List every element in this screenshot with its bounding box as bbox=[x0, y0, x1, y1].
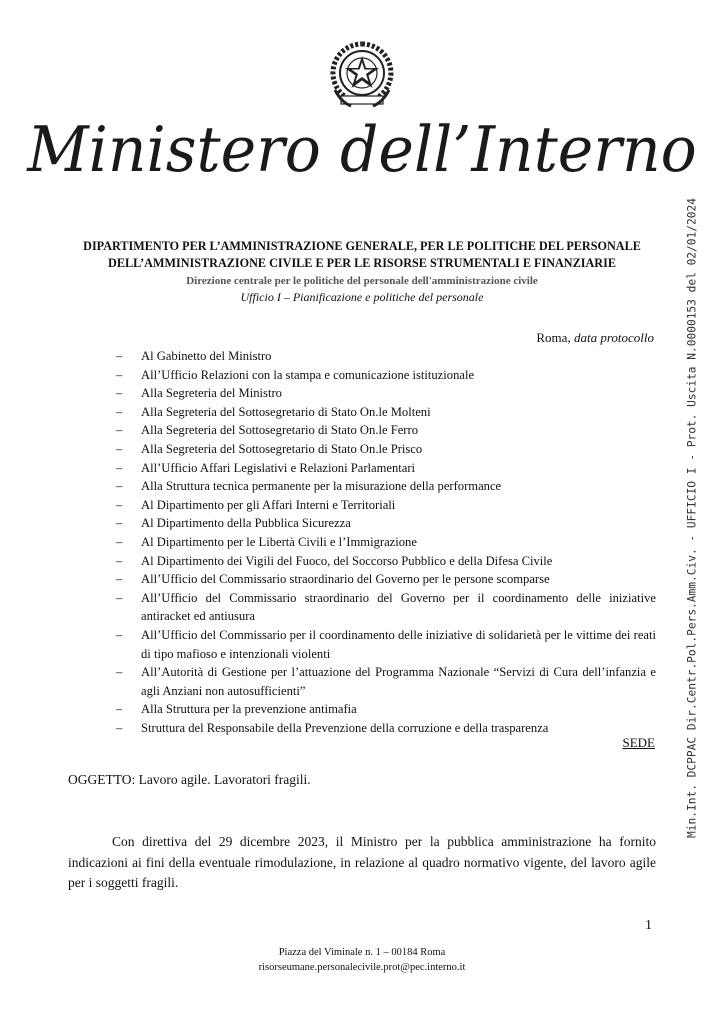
footer bbox=[0, 945, 724, 975]
recipient-text: Al Dipartimento dei Vigili del Fuoco, del Soccorso Pubblico e della Difesa Civile bbox=[141, 553, 553, 568]
recipient-item bbox=[116, 440, 656, 459]
repubblica-italiana-emblem-icon bbox=[329, 40, 395, 112]
dash-bullet: – bbox=[116, 423, 123, 438]
recipient-item bbox=[116, 366, 656, 385]
recipient-text: All’Ufficio del Commissario straordinario del Governo per il coordinamento delle iniziative antiracket ed antiusura bbox=[141, 590, 656, 624]
dash-bullet: – bbox=[116, 386, 123, 401]
protocol-stamp-text: Min.Int. DCPPAC Dir.Centr.Pol.Pers.Amm.Civ. - UFFICIO I - Prot. Uscita N.0000153 del 02/01/2024 bbox=[685, 198, 699, 838]
ministry-name: Ministero dell’Interno bbox=[27, 113, 697, 187]
place-date bbox=[536, 330, 654, 346]
recipient-item bbox=[116, 719, 656, 738]
dash-bullet: – bbox=[116, 441, 123, 456]
recipient-item bbox=[116, 570, 656, 589]
dash-bullet: – bbox=[116, 367, 123, 382]
recipient-item bbox=[116, 552, 656, 571]
dash-bullet: – bbox=[116, 460, 123, 475]
recipient-text: Al Dipartimento per gli Affari Interni e Territoriali bbox=[141, 497, 396, 512]
recipient-text: All’Ufficio Affari Legislativi e Relazioni Parlamentari bbox=[141, 460, 416, 475]
recipient-item bbox=[116, 533, 656, 552]
sede-label: SEDE bbox=[622, 735, 655, 750]
recipient-text: All’Ufficio Relazioni con la stampa e comunicazione istituzionale bbox=[141, 367, 475, 382]
recipient-item bbox=[116, 514, 656, 533]
dash-bullet: – bbox=[116, 349, 123, 363]
dash-bullet: – bbox=[116, 627, 123, 642]
recipient-item bbox=[116, 459, 656, 478]
dash-bullet: – bbox=[116, 665, 123, 680]
subject-line: OGGETTO: Lavoro agile. Lavoratori fragili. bbox=[68, 772, 311, 787]
dash-bullet: – bbox=[116, 497, 123, 512]
dash-bullet: – bbox=[116, 534, 123, 549]
recipient-text: Alla Segreteria del Sottosegretario di Stato On.le Molteni bbox=[141, 404, 431, 419]
department-heading bbox=[40, 238, 684, 272]
recipient-text: Al Dipartimento della Pubblica Sicurezza bbox=[141, 516, 351, 531]
dash-bullet: – bbox=[116, 404, 123, 419]
recipient-item bbox=[116, 403, 656, 422]
recipient-text: All’Ufficio del Commissario per il coordinamento delle iniziative di solidarietà per le vittime dei reati di tipo mafioso e intenzionali violenti bbox=[141, 627, 656, 661]
page-number: 1 bbox=[645, 918, 652, 933]
recipient-item bbox=[116, 496, 656, 515]
recipient-item bbox=[116, 589, 656, 626]
recipient-item bbox=[116, 626, 656, 663]
footer-address: Piazza del Viminale n. 1 – 00184 Roma bbox=[278, 947, 446, 958]
dash-bullet: – bbox=[116, 516, 123, 531]
dash-bullet: – bbox=[116, 572, 123, 587]
recipient-text: Alla Segreteria del Sottosegretario di Stato On.le Prisco bbox=[141, 441, 423, 456]
recipient-text: Struttura del Responsabile della Prevenzione della corruzione e della trasparenza bbox=[141, 720, 549, 735]
recipient-text: Alla Struttura tecnica permanente per la misurazione della performance bbox=[141, 479, 502, 494]
dash-bullet: – bbox=[116, 590, 123, 605]
recipient-text: All’Ufficio del Commissario straordinario del Governo per le persone scomparse bbox=[141, 572, 550, 587]
dash-bullet: – bbox=[116, 479, 123, 494]
recipients-list bbox=[116, 347, 656, 737]
recipient-text: Alla Segreteria del Ministro bbox=[141, 386, 282, 401]
recipient-text: Al Dipartimento per le Libertà Civili e l’Immigrazione bbox=[141, 534, 417, 549]
department-line-2: DELL’AMMINISTRAZIONE CIVILE E PER LE RISORSE STRUMENTALI E FINANZIARIE bbox=[108, 256, 616, 270]
recipient-text: Al Gabinetto del Ministro bbox=[141, 349, 272, 363]
recipient-item bbox=[116, 347, 656, 366]
recipient-item bbox=[116, 421, 656, 440]
recipient-item bbox=[116, 477, 656, 496]
recipient-item bbox=[116, 663, 656, 700]
recipient-text: Alla Segreteria del Sottosegretario di Stato On.le Ferro bbox=[141, 423, 418, 438]
recipient-item bbox=[116, 384, 656, 403]
department-line-1: DIPARTIMENTO PER L’AMMINISTRAZIONE GENERALE, PER LE POLITICHE DEL PERSONALE bbox=[83, 239, 641, 253]
dash-bullet: – bbox=[116, 553, 123, 568]
protocol-date: data protocollo bbox=[573, 330, 654, 345]
dash-bullet: – bbox=[116, 702, 123, 717]
body-paragraph: Con direttiva del 29 dicembre 2023, il Ministro per la pubblica amministrazione ha fornito indicazioni ai fini della eventuale rimodulazione, in relazione al quadro normativo vigente, del lavoro agile per i soggetti fragili. bbox=[68, 834, 656, 890]
direction-name: Direzione centrale per le politiche del personale dell'amministrazione civile bbox=[186, 275, 538, 287]
footer-email: risorseumane.personalecivile.prot@pec.interno.it bbox=[258, 962, 466, 973]
recipient-text: All’Autorità di Gestione per l’attuazione del Programma Nazionale “Servizi di Cura dell’infanzia e agli Anziani non autosufficienti” bbox=[141, 665, 656, 698]
dash-bullet: – bbox=[116, 720, 123, 735]
recipient-item bbox=[116, 700, 656, 719]
office-name: Ufficio I – Pianificazione e politiche del personale bbox=[240, 290, 484, 304]
recipient-text: Alla Struttura per la prevenzione antimafia bbox=[141, 702, 357, 717]
place: Roma, bbox=[536, 330, 571, 345]
